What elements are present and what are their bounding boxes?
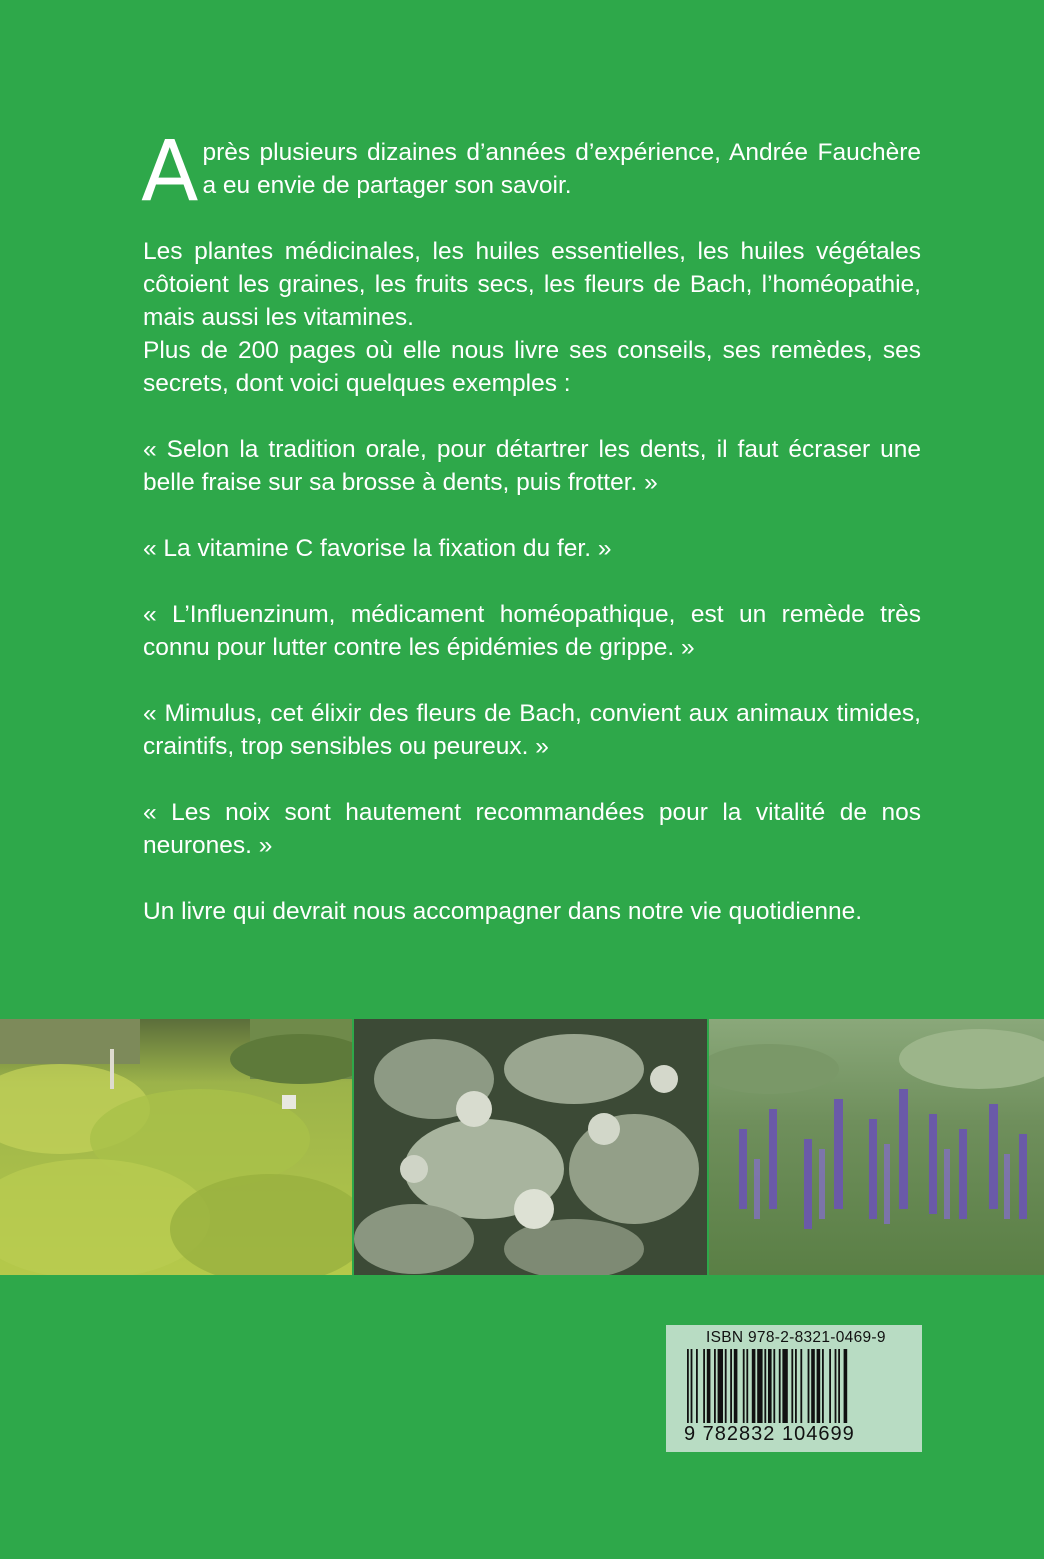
photo-strip bbox=[0, 1019, 1044, 1275]
quote-walnuts: « Les noix sont hautement recommandées pour la vitalité de nos neurones. » bbox=[143, 799, 921, 859]
photo-hyssop bbox=[709, 1019, 1044, 1275]
quote-vitamin-c: « La vitamine C favorise la fixation du fer. » bbox=[143, 535, 612, 562]
drop-cap: A bbox=[141, 122, 199, 220]
barcode-digits: 9 782832 104699 bbox=[684, 1423, 855, 1445]
closing-paragraph: Un livre qui devrait nous accompagner dans notre vie quotidienne. bbox=[143, 898, 863, 925]
isbn-label: ISBN 978-2-8321-0469-9 bbox=[706, 1329, 886, 1346]
intro-text: près plusieurs dizaines d’années d’expérience, Andrée Fauchère a eu envie de partager son savoir. bbox=[202, 139, 921, 199]
photo-lady-mantle bbox=[0, 1019, 352, 1275]
isbn-barcode bbox=[666, 1325, 922, 1452]
paragraph-ingredients: Les plantes médicinales, les huiles essentielles, les huiles végétales côtoient les graines, les fruits secs, les fleurs de Bach, l’homéopathie, mais aussi les vitamines. bbox=[143, 238, 921, 331]
intro-paragraph bbox=[141, 122, 921, 220]
quote-mimulus: « Mimulus, cet élixir des fleurs de Bach, convient aux animaux timides, craintifs, trop sensibles ou peureux. » bbox=[143, 700, 921, 760]
paragraph-pages: Plus de 200 pages où elle nous livre ses conseils, ses remèdes, ses secrets, dont voici quelques exemples : bbox=[143, 337, 921, 397]
photo-edelweiss bbox=[354, 1019, 707, 1275]
barcode-bars bbox=[687, 1349, 901, 1423]
quote-strawberry: « Selon la tradition orale, pour détartrer les dents, il faut écraser une belle fraise sur sa brosse à dents, puis frotter. » bbox=[143, 436, 921, 496]
blurb-text bbox=[141, 122, 921, 928]
quote-influenzinum: « L’Influenzinum, médicament homéopathique, est un remède très connu pour lutter contre les épidémies de grippe. » bbox=[143, 601, 921, 661]
